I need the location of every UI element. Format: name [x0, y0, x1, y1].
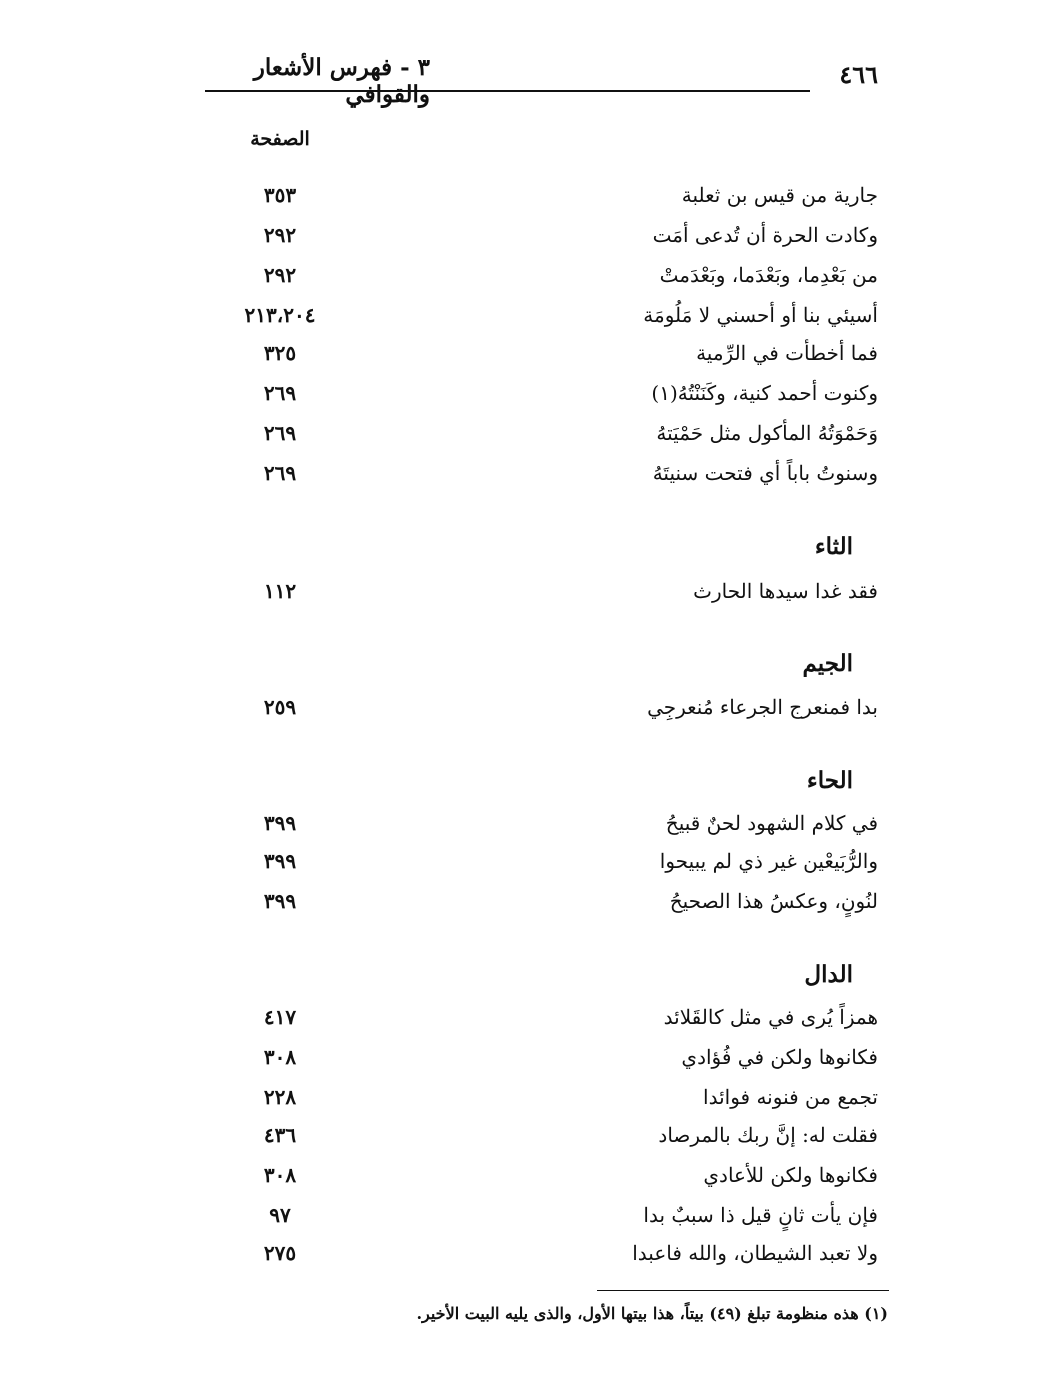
page-reference: ٢٢٨ — [263, 1085, 297, 1109]
verse-text: وكادت الحرة أن تُدعى أمَت — [652, 223, 878, 247]
page-reference: ٢١٣،٢٠٤ — [244, 303, 316, 327]
verse-text: ولا تعبد الشيطان، والله فاعبدا — [632, 1241, 878, 1265]
page-reference: ٢٩٢ — [263, 223, 297, 247]
running-title: ٣ - فهرس الأشعار والقوافي — [253, 54, 430, 108]
index-row — [0, 1156, 1038, 1194]
verse-text: فكانوها ولكن في فُؤادي — [681, 1045, 878, 1069]
index-row — [0, 1196, 1038, 1234]
verse-text: فإن يأت ثانٍ قيل ذا سببٌ بدا — [643, 1203, 878, 1227]
page-reference: ٢٦٩ — [263, 381, 297, 405]
index-row — [0, 804, 1038, 842]
verse-text: أسيئي بنا أو أحسني لا مَلُومَة — [643, 303, 878, 327]
verse-text: تجمع من فنونه فوائدا — [703, 1085, 878, 1109]
page-column-header: الصفحة — [250, 128, 310, 150]
verse-text: لنُونٍ، وعكسُ هذا الصحيحُ — [669, 889, 878, 913]
index-row — [0, 296, 1038, 334]
verse-text: همزاً يُرى في مثل كالقَلائد — [663, 1005, 878, 1029]
index-row — [0, 688, 1038, 726]
verse-text: فكانوها ولكن للأعادي — [703, 1163, 878, 1187]
index-row — [0, 1038, 1038, 1076]
index-row — [0, 882, 1038, 920]
index-row — [0, 216, 1038, 254]
page-reference: ٢٥٩ — [263, 695, 297, 719]
page-reference: ١١٢ — [263, 579, 297, 603]
index-row — [0, 176, 1038, 214]
header-rule — [205, 90, 810, 92]
section-heading: الدال — [804, 961, 853, 988]
verse-text: فقد غدا سيدها الحارث — [693, 579, 878, 603]
index-row — [0, 374, 1038, 412]
index-row — [0, 1234, 1038, 1272]
verse-text: وسنوتُ باباً أي فتحت سنيتَهُ — [652, 461, 878, 485]
page-reference: ٣٠٨ — [263, 1045, 297, 1069]
page-reference: ٢٦٩ — [263, 421, 297, 445]
page-reference: ٤١٧ — [263, 1005, 297, 1029]
page-reference: ٣٢٥ — [263, 341, 297, 365]
index-row — [0, 334, 1038, 372]
verse-text: وَحَمْوَتُهُ المأكول مثل حَمْيَتهُ — [656, 421, 878, 445]
verse-text: وكنوت أحمد كنية، وكَنَنْتُهُ(١) — [651, 381, 878, 405]
verse-text: فما أخطأت في الرِّمية — [696, 341, 878, 365]
section-heading: الحاء — [806, 767, 853, 794]
verse-text: بدا فمنعرج الجرعاء مُنعرجِي — [647, 695, 878, 719]
section-heading: الجيم — [802, 650, 853, 677]
page-reference: ٢٩٢ — [263, 263, 297, 287]
page-reference: ٣٩٩ — [263, 811, 297, 835]
footnote: (١) هذه منظومة تبلغ (٤٩) بيتاً، هذا بيتها الأول، والذى يليه البيت الأخير. — [416, 1304, 888, 1323]
index-row — [0, 842, 1038, 880]
page-reference: ٤٣٦ — [263, 1123, 297, 1147]
page-reference: ٢٦٩ — [263, 461, 297, 485]
verse-text: من بَعْدِما، وبَعْدَما، وبَعْدَمتْ — [659, 263, 878, 287]
page-number: ٤٦٦ — [839, 60, 878, 89]
page-reference: ٣٩٩ — [263, 849, 297, 873]
index-row — [0, 572, 1038, 610]
page-reference: ٣٥٣ — [263, 183, 297, 207]
verse-text: في كلام الشهود لحنٌ قبيحُ — [665, 811, 878, 835]
page-reference: ٣٠٨ — [263, 1163, 297, 1187]
page-reference: ٢٧٥ — [263, 1241, 297, 1265]
index-row — [0, 414, 1038, 452]
index-row — [0, 1116, 1038, 1154]
index-row — [0, 256, 1038, 294]
footnote-rule — [597, 1290, 889, 1291]
index-row — [0, 454, 1038, 492]
page-reference: ٣٩٩ — [263, 889, 297, 913]
verse-text: فقلت له: إنَّ ربك بالمرصاد — [658, 1123, 878, 1147]
index-row — [0, 998, 1038, 1036]
section-heading: الثاء — [814, 533, 853, 560]
page-reference: ٩٧ — [269, 1203, 291, 1227]
verse-text: والرُّبَيعْين غير ذي لم يبيحوا — [659, 849, 878, 873]
verse-text: جارية من قيس بن ثعلبة — [681, 183, 878, 207]
index-row — [0, 1078, 1038, 1116]
